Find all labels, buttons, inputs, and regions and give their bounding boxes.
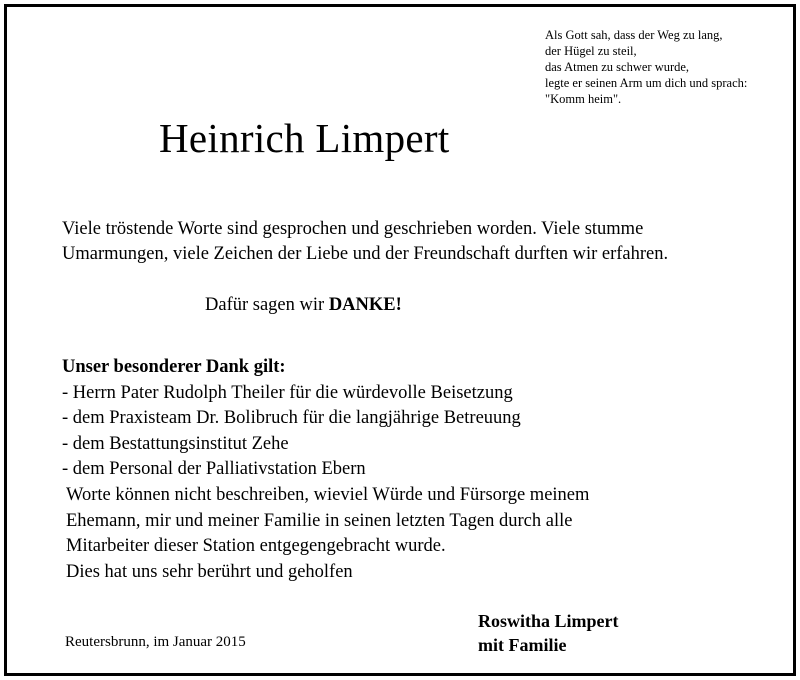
special-thanks-item: - dem Bestattungsinstitut Zehe (62, 433, 289, 454)
poem-line: Als Gott sah, dass der Weg zu lang, (545, 28, 723, 42)
intro-line: Viele tröstende Worte sind gesprochen und geschrieben worden. Viele stumme (62, 219, 644, 239)
poem-line: das Atmen zu schwer wurde, (545, 60, 690, 74)
obituary-card (4, 4, 796, 676)
special-thanks-item: - dem Personal der Palliativstation Ebern (62, 459, 366, 480)
poem-line: legte er seinen Arm um dich und sprach: (545, 76, 748, 90)
closing-line: Ehemann, mir und meiner Familie in seinen letzten Tagen durch alle (66, 510, 573, 531)
thanks-line (205, 293, 402, 318)
closing-line: Worte können nicht beschreiben, wieviel Würde und Fürsorge meinem (66, 484, 590, 505)
poem-line: "Komm heim". (545, 92, 622, 106)
intro-paragraph (62, 217, 782, 267)
special-thanks-section (62, 355, 782, 585)
closing-line: Dies hat uns sehr berührt und geholfen (66, 561, 353, 582)
signature-family: mit Familie (478, 635, 567, 655)
signature-name: Roswitha Limpert (478, 611, 619, 631)
special-thanks-heading: Unser besonderer Dank gilt: (62, 357, 286, 377)
closing-line: Mitarbeiter dieser Station entgegengebracht wurde. (66, 536, 446, 557)
thanks-prefix: Dafür sagen wir (205, 295, 329, 315)
intro-line: Umarmungen, viele Zeichen der Liebe und der Freundschaft durften wir erfahren. (62, 244, 669, 264)
poem-verse (545, 27, 785, 107)
poem-line: der Hügel zu steil, (545, 44, 637, 58)
deceased-name: Heinrich Limpert (159, 115, 450, 161)
place-date: Reutersbrunn, im Januar 2015 (65, 634, 246, 650)
signature (478, 609, 619, 657)
special-thanks-item: - Herrn Pater Rudolph Theiler für die würdevolle Beisetzung (62, 382, 513, 403)
thanks-emphasis: DANKE! (328, 295, 402, 315)
special-thanks-item: - dem Praxisteam Dr. Bolibruch für die langjährige Betreuung (62, 408, 521, 429)
